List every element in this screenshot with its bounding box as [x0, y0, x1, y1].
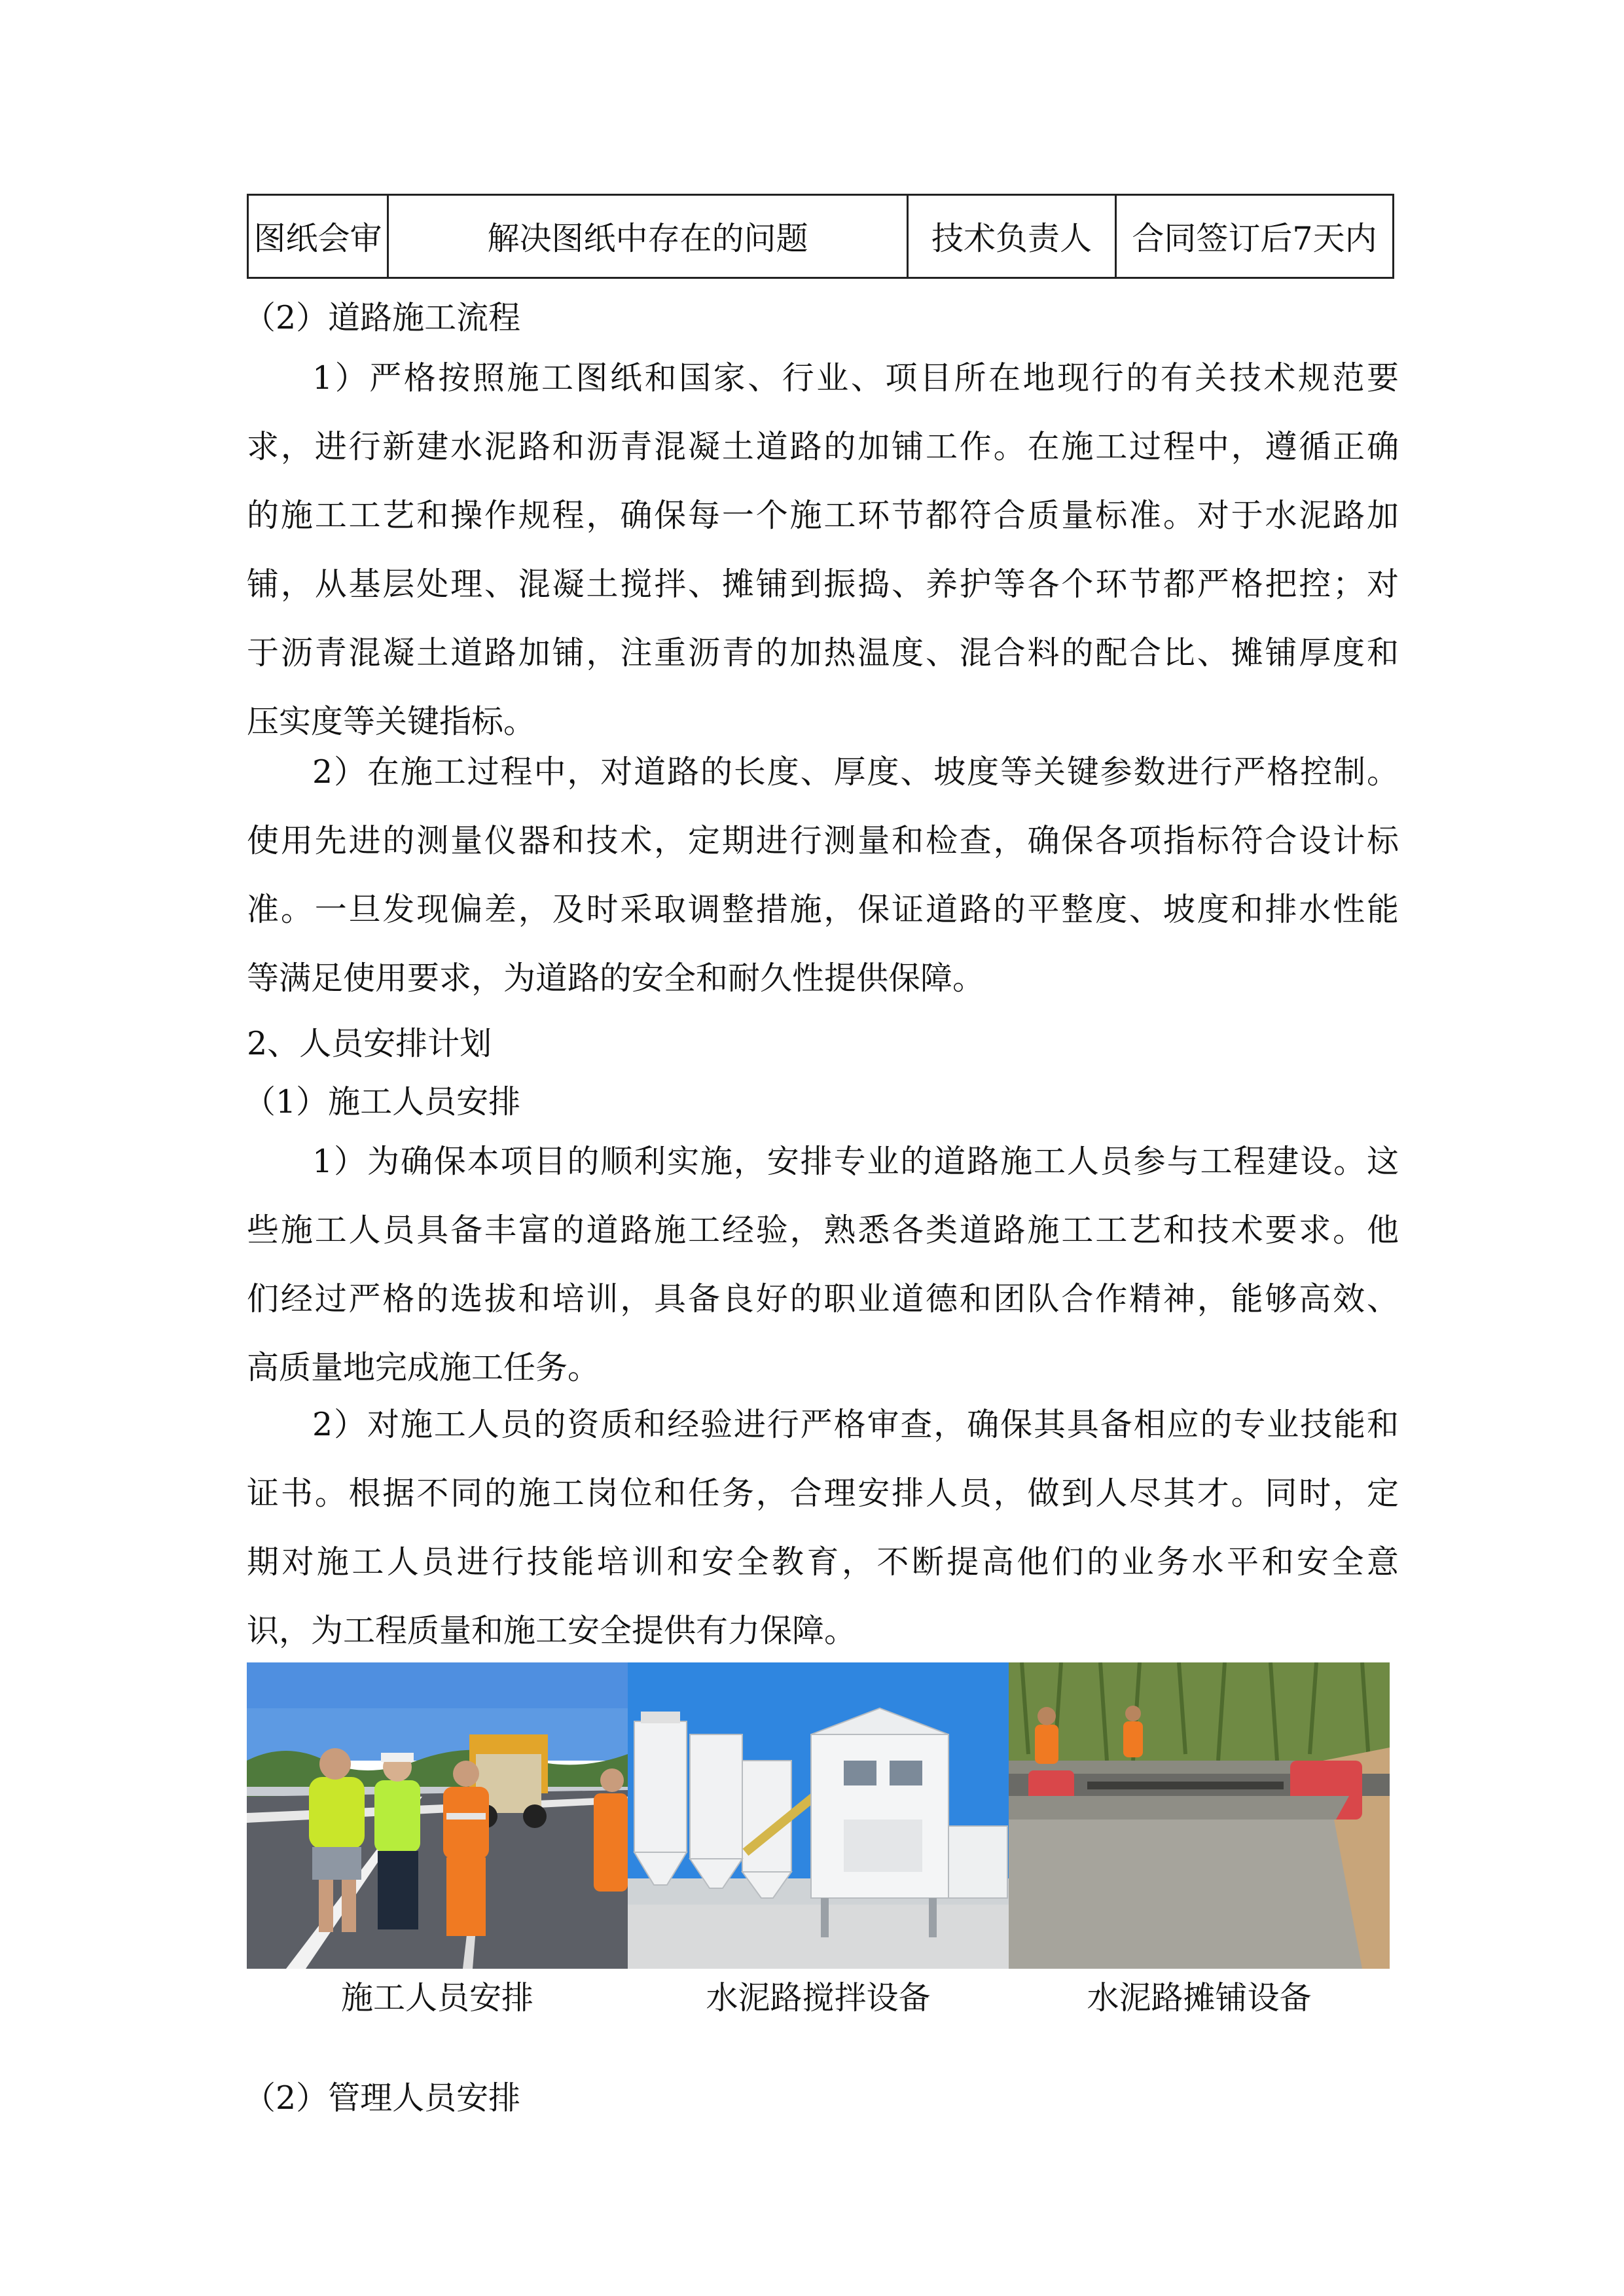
paragraph-line: 证书。根据不同的施工岗位和任务，合理安排人员，做到人尽其才。同时，定: [247, 1475, 1399, 1512]
caption-construction-staff: 施工人员安排: [340, 1979, 533, 2017]
table-cell-item: 图纸会审: [248, 195, 388, 278]
paragraph-line: 准。一旦发现偏差，及时采取调整措施，保证道路的平整度、坡度和排水性能: [247, 891, 1399, 928]
photo-mixing-plant: [628, 1662, 1009, 1969]
heading-management-staff: （2）管理人员安排: [244, 2079, 521, 2117]
paragraph-line: 2）在施工过程中，对道路的长度、厚度、坡度等关键参数进行严格控制。: [312, 753, 1399, 791]
table-cell-deadline: 合同签订后7天内: [1116, 195, 1394, 278]
paragraph-line: 们经过严格的选拔和培训，具备良好的职业道德和团队合作精神，能够高效、: [247, 1280, 1399, 1318]
paragraph-line: 期对施工人员进行技能培训和安全教育，不断提高他们的业务水平和安全意: [247, 1543, 1399, 1581]
caption-paving-equipment: 水泥路摊铺设备: [1087, 1979, 1312, 2017]
paragraph-line: 1）为确保本项目的顺利实施，安排专业的道路施工人员参与工程建设。这: [312, 1143, 1399, 1180]
paragraph-line: 高质量地完成施工任务。: [247, 1349, 600, 1386]
paragraph-line: 铺，从基层处理、混凝土搅拌、摊铺到振捣、养护等各个环节都严格把控；对: [247, 565, 1399, 603]
paragraph-line: 求，进行新建水泥路和沥青混凝土道路的加铺工作。在施工过程中，遵循正确: [247, 428, 1399, 465]
paragraph-line: 的施工工艺和操作规程，确保每一个施工环节都符合质量标准。对于水泥路加: [247, 497, 1399, 534]
table-cell-content: 解决图纸中存在的问题: [388, 195, 908, 278]
heading-road-process: （2）道路施工流程: [244, 299, 521, 336]
caption-mixing-plant: 水泥路搅拌设备: [706, 1979, 931, 2017]
paragraph-line: 些施工人员具备丰富的道路施工经验，熟悉各类道路施工工艺和技术要求。他: [247, 1211, 1399, 1249]
photo-mixing-plant-illustration: [628, 1662, 1009, 1969]
paragraph-line: 使用先进的测量仪器和技术，定期进行测量和检查，确保各项指标符合设计标: [247, 822, 1399, 859]
photo-paving-equipment: [1009, 1662, 1390, 1969]
paragraph-line: 等满足使用要求，为道路的安全和耐久性提供保障。: [247, 960, 985, 997]
photo-paving-equipment-illustration: [1009, 1662, 1390, 1969]
photo-construction-staff: [247, 1662, 628, 1969]
paragraph-line: 2）对施工人员的资质和经验进行严格审查，确保其具备相应的专业技能和: [312, 1406, 1399, 1443]
paragraph-staff-review: [247, 1405, 1399, 1680]
table-cell-owner: 技术负责人: [908, 195, 1116, 278]
heading-construction-staff: （1）施工人员安排: [244, 1083, 521, 1121]
paragraph-line: 1）严格按照施工图纸和国家、行业、项目所在地现行的有关技术规范要: [312, 359, 1399, 397]
photo-construction-staff-illustration: [247, 1662, 628, 1969]
task-table: [247, 194, 1394, 279]
table-row: [248, 195, 1394, 278]
paragraph-parameter-control: [247, 753, 1399, 1028]
heading-personnel-plan: 2、人员安排计划: [247, 1025, 492, 1062]
paragraph-staff-experience: [247, 1142, 1399, 1417]
paragraph-line: 于沥青混凝土道路加铺，注重沥青的加热温度、混合料的配合比、摊铺厚度和: [247, 634, 1399, 672]
paragraph-line: 识，为工程质量和施工安全提供有力保障。: [247, 1612, 857, 1649]
paragraph-line: 压实度等关键指标。: [247, 703, 536, 740]
paragraph-road-standards: [247, 359, 1399, 771]
